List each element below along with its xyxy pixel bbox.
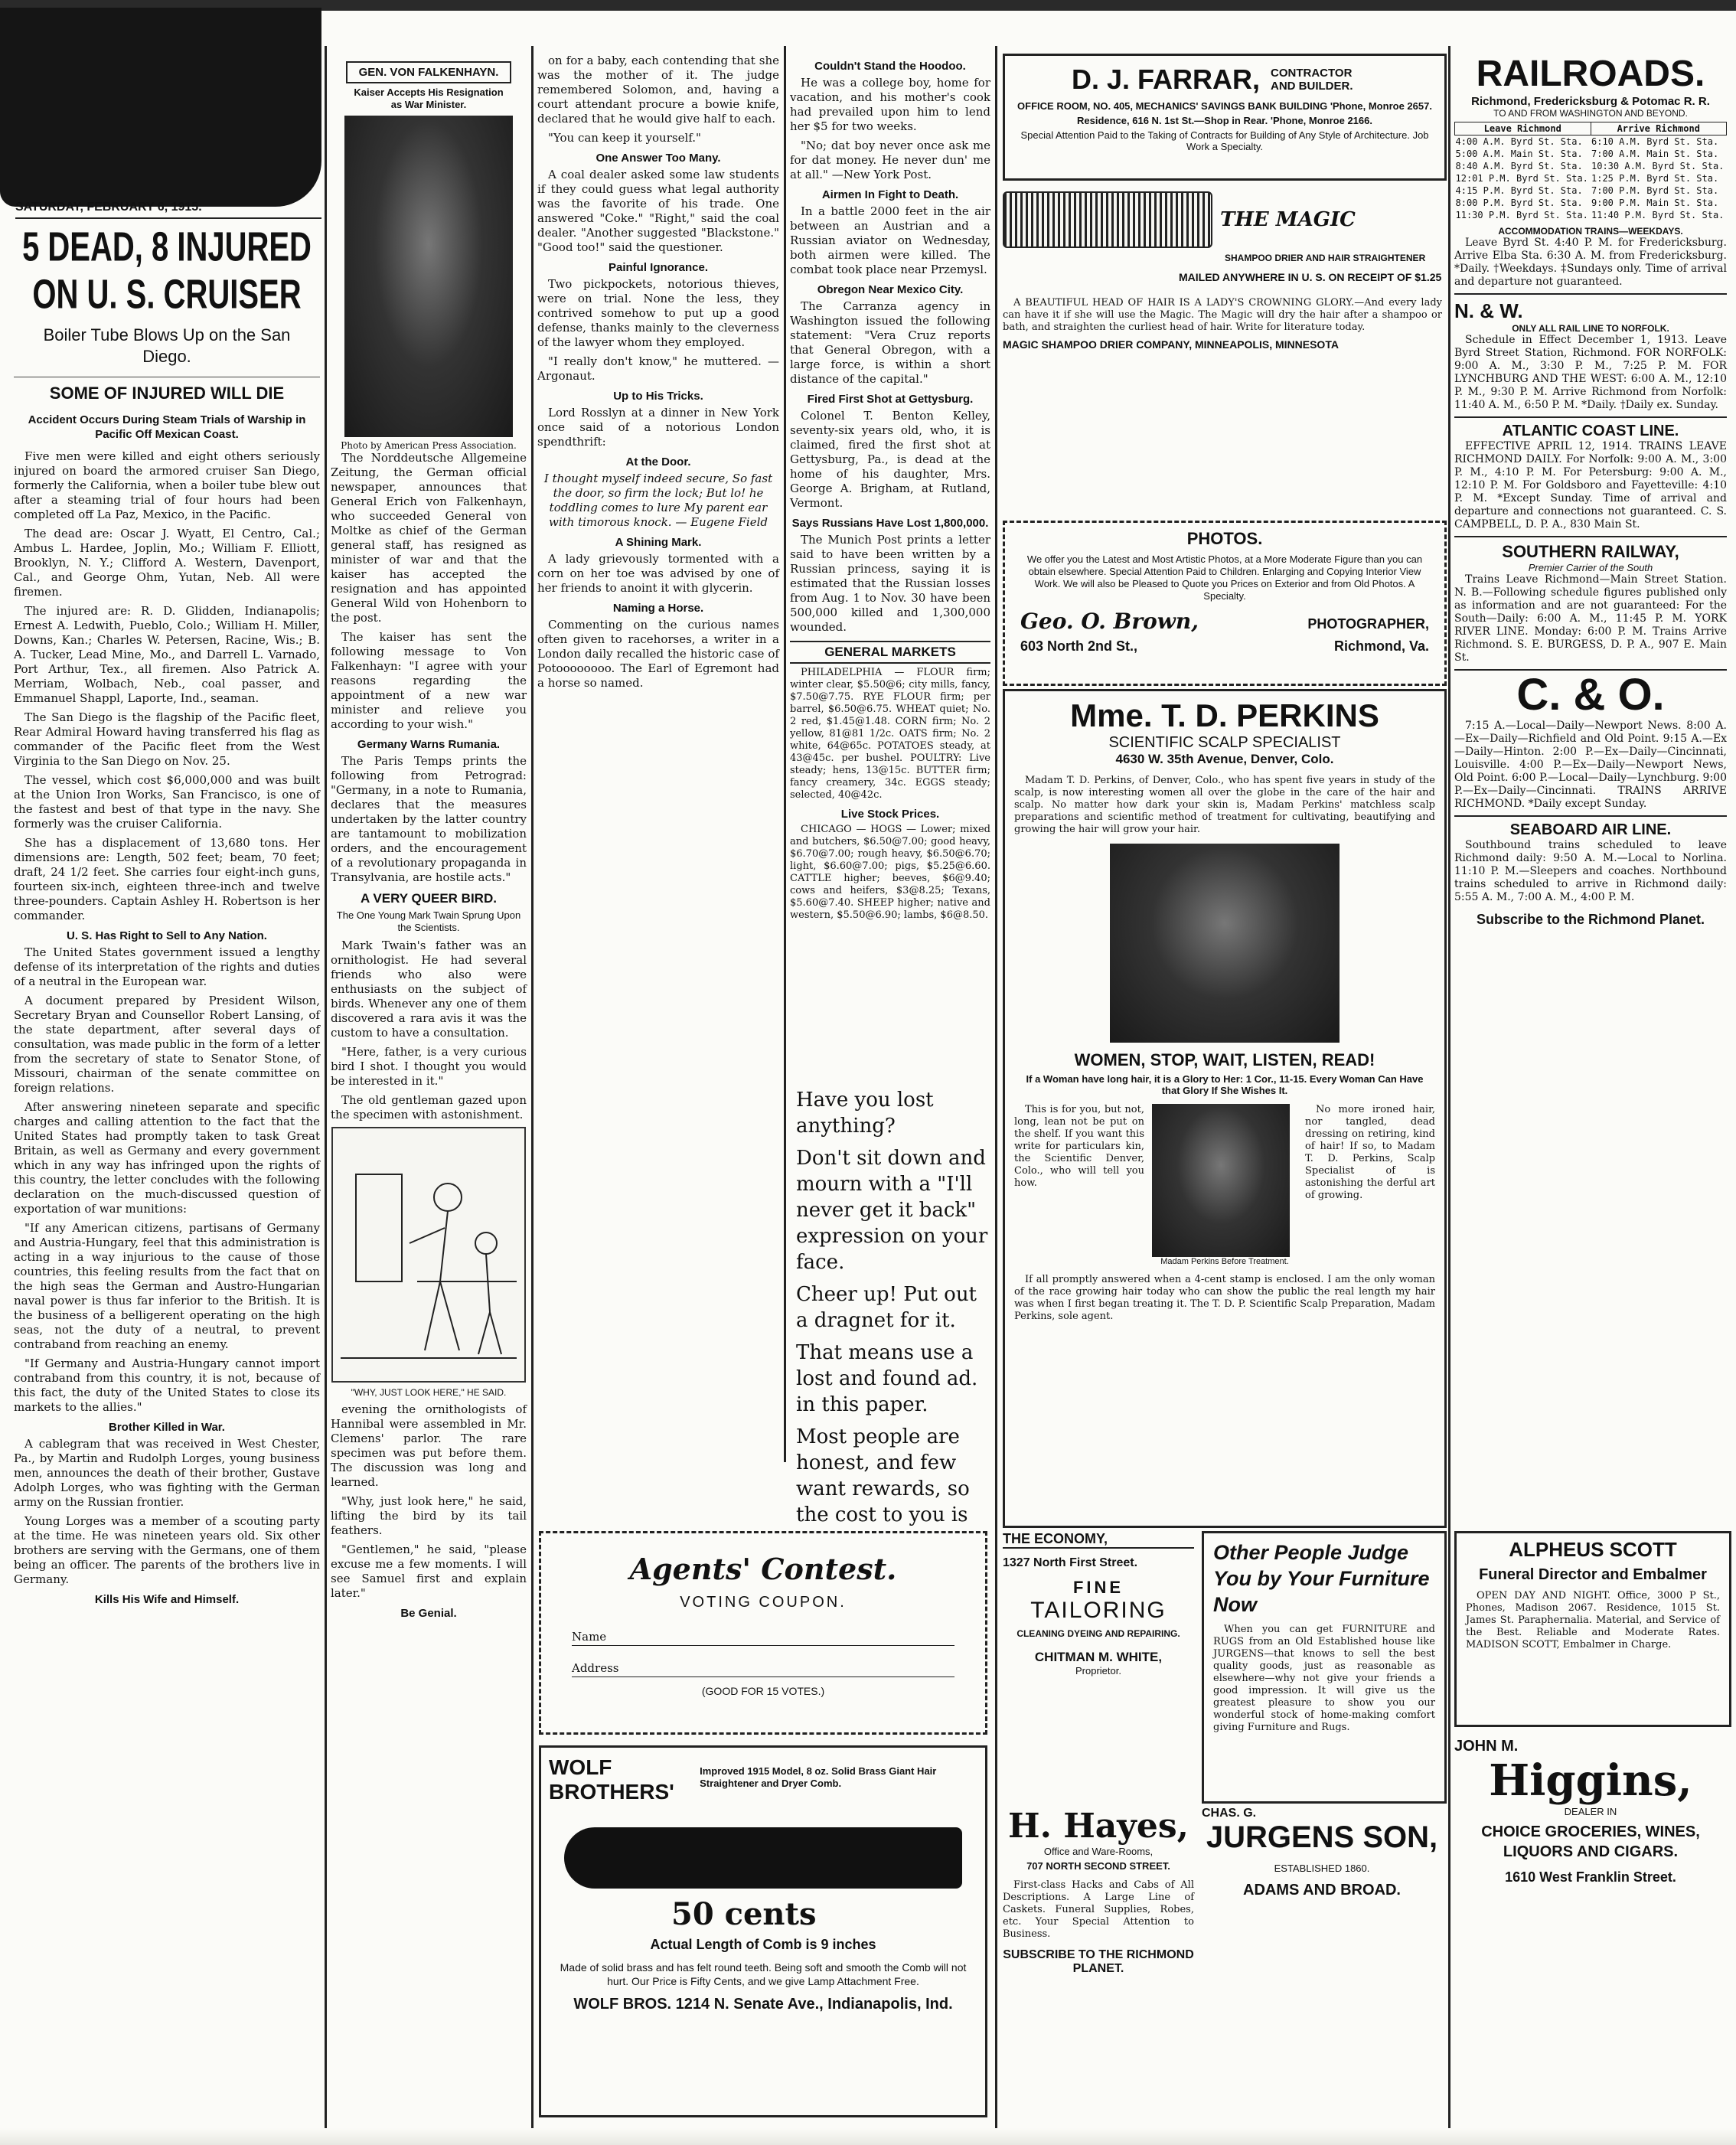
paragraph: The kaiser has sent the following message to Von Falkenhayn: "I agree with your reasons regarding the appointment of a new war minister and relieve you according to your wish." (331, 630, 527, 731)
column-1 (14, 224, 320, 2122)
subheading: Germany Warns Rumania. (357, 738, 501, 751)
paragraph: The dead are: Oscar J. Wyatt, El Centro, Cal.; Ambus L. Hardee, Joplin, Mo.; William F. Elliott, Brooklyn, N. Y.; Clifford A. Western, Davenport, Cal., and George Ohm, Yutan, Neb. All were firemen. (14, 527, 320, 599)
furniture-ad (1202, 1531, 1447, 1804)
table-row (1455, 184, 1727, 197)
scott-sub: Funeral Director and Embalmer (1479, 1566, 1707, 1583)
portrait-label: GEN. VON FALKENHAYN. (346, 61, 511, 83)
column-rule (1448, 46, 1450, 2143)
hayes-ad (1003, 1807, 1194, 2113)
subheading: A Shining Mark. (615, 536, 702, 549)
column-2 (331, 54, 527, 2121)
lead-deck-3: Accident Occurs During Steam Trials of Warship in Pacific Off Mexican Coast. (28, 413, 306, 441)
southern-sub: Premier Carrier of the South (1528, 562, 1653, 573)
magic-shampoo-ad (1003, 191, 1442, 513)
coupon-name-label: Name (572, 1630, 607, 1644)
subheading: Fired First Shot at Gettysburg. (807, 393, 974, 406)
southern-text: Trains Leave Richmond—Main Street Station. N. B.—Following schedule figures published only as information and are not guaranteed: For the South—Daily: 6:00 A. M., 11:45 P. M. YORK RIVER LINE. Monday: 6:00 P. M. Trains Arrive Richmond. S. E. BURGESS, D. P. A., 907 E. Main St. (1454, 573, 1727, 664)
table-cell: 7:00 P.M. Byrd St. Sta. (1591, 185, 1719, 196)
lost-ad-line: Most people are honest, and few want rewards, so the cost to you is (796, 1425, 970, 1526)
jurgens-pre: CHAS. G. (1202, 1807, 1257, 1820)
photos-text: We offer you the Latest and Most Artistic Photos, at a More Moderate Figure than you can obtain elsewhere. Special Attention Paid to Children. Enlarging and Copying Interior View Work. We will also be Pleased to Quote you Prices on Exterior and from Old Photos. A Specialty. (1026, 553, 1423, 602)
economy-owner: CHITMAN M. WHITE, (1034, 1650, 1163, 1664)
paragraph: In a battle 2000 feet in the air between an Austrian and a Russian aviator on Wednesday, both airmen were killed. The combat took place near Przemysl. (790, 204, 990, 276)
paragraph: "If Germany and Austria-Hungary cannot import contraband from this country, it is not, because of this fact, the duty of the United States to close its markets to the allies." (14, 1357, 320, 1414)
jurgens-name: JURGENS SON, (1206, 1820, 1438, 1854)
paragraph: After answering nineteen separate and specific charges and calling attention to the fact that the United States had promptly taken to task Great Britain, as well as Germany and every government which in any way has infringed upon the rights of this country, the letter concludes with the following declaration on the much-discussed question of exportation of war munitions: (14, 1100, 320, 1216)
paragraph: A document prepared by President Wilson, Secretary Bryan and Counsellor Robert Lansing, of the state department, after several days of consultation, was made public in the form of a letter from the secretary of state to Senator Stone, of Missouri, chairman of the senate committee on foreign relations. (14, 994, 320, 1095)
paragraph: A coal dealer asked some law students if they could guess what legal authority was the favorite of his trade. One answered "Coke." "Right," said the coal dealer. "Another suggested "Blackstone." "Good too!" said the questioner. (537, 168, 779, 254)
higgins-tag: DEALER IN (1564, 1806, 1617, 1817)
table-cell: 12:01 P.M. Byrd St. Sta. (1455, 173, 1588, 184)
railroads-title: RAILROADS. (1476, 54, 1705, 94)
jurgens-est: ESTABLISHED 1860. (1274, 1863, 1370, 1874)
paragraph: The San Diego is the flagship of the Pacific fleet, Rear Admiral Howard having transferred his flag as commander of the Pacific fleet from the West Virginia to the San Diego on Nov. 25. (14, 710, 320, 768)
column-rule (325, 46, 327, 2143)
subheading: Kills His Wife and Himself. (94, 1593, 240, 1606)
markets-text: PHILADELPHIA — FLOUR firm; winter clear, $5.50@6; city mills, fancy, $7.50@7.75. RYE FLOUR firm; per barrel, $6.50@6.75. WHEAT quiet; No. 2 red, $1.45@1.48. CORN firm; No. 2 yellow, 81@81 1/2c. OATS firm; No. 2 white, 64@65c. POTATOES steady, at 43@45c. per bushel. POULTRY: Live steady; hens, 13@15c. BUTTER firm; fancy creamery, 34c. EGGS steady; selected, 40@42c. (790, 667, 990, 801)
accom-title: ACCOMMODATION TRAINS—WEEKDAYS. (1498, 226, 1683, 237)
photographer-address: 603 North 2nd St., (1020, 638, 1138, 654)
paragraph: The United States government issued a lengthy defense of its interpretation of the rights and duties of a neutral in the European war. (14, 945, 320, 988)
masthead-date: SATURDAY, FEBRUARY 6, 1915. (15, 201, 321, 219)
scott-text: OPEN DAY AND NIGHT. Office, 3000 P St., Phones, Madison 2067. Residence, 1015 St. James St. Paraphernalia. Material, and Service of the Best. Reliable and Moderate Rates. MADISON SCOTT, Embalmer in Charge. (1466, 1590, 1720, 1650)
paragraph: "Why, just look here," he said, lifting the bird by its tail feathers. (331, 1494, 527, 1537)
photographer-city: Richmond, Va. (1333, 638, 1429, 654)
farrar-name: D. J. FARRAR, (1071, 64, 1261, 95)
coupon-name-field[interactable] (572, 1630, 954, 1646)
perkins-address: 4630 W. 35th Avenue, Denver, Colo. (1115, 752, 1334, 766)
farrar-ad (1003, 54, 1447, 181)
paragraph: "Here, father, is a very curious bird I shot. I thought you would be interested in it." (331, 1045, 527, 1088)
photo-caption: Madam Perkins Before Treatment. (1160, 1257, 1289, 1266)
table-row (1455, 172, 1727, 184)
nw-title: N. & W. (1454, 293, 1727, 323)
scott-name: ALPHEUS SCOTT (1509, 1538, 1677, 1561)
coupon-note: (GOOD FOR 15 VOTES.) (701, 1685, 825, 1697)
economy-address: 1327 North First Street. (1003, 1556, 1138, 1569)
rfp-sub: TO AND FROM WASHINGTON AND BEYOND. (1493, 108, 1688, 119)
perkins-bottom-text: If all promptly answered when a 4-cent stamp is enclosed. I am the only woman of the race growing hair today who can show the public the real length my hair was when I first began treating it. The T. D. P. Scientific Scalp Preparation, Madam Perkins, sole agent. (1014, 1274, 1435, 1322)
magic-mailed: MAILED ANYWHERE IN U. S. ON RECEIPT OF $1.25 (1179, 271, 1442, 283)
southern-title: SOUTHERN RAILWAY, (1454, 536, 1727, 562)
co-text: 7:15 A.—Local—Daily—Newport News. 8:00 A.—Ex—Daily—Richfield and Old Point. 9:15 A.—Ex—Daily—Hinton. 2:00 P.—Ex—Daily—Cincinnati, Louisville. 4:00 P.—Ex—Daily—Newport News, Old Point. 6:00 P.—Local—Daily—Lynchburg. 9:00 P.—Ex—Daily—Cincinnati. TRAINS ARRIVE RICHMOND. *Daily except Sunday. (1454, 720, 1727, 810)
comb-image (564, 1827, 962, 1889)
subheading: One Answer Too Many. (596, 152, 721, 165)
lost-ad-line: Don't sit down and mourn with a "I'll never get it back" expression on your face. (796, 1147, 988, 1274)
hayes-sub: Office and Ware-Rooms, (1043, 1846, 1154, 1857)
subheading: Up to His Tricks. (613, 390, 703, 403)
paragraph: "Gentlemen," he said, "please excuse me a few moments. I will see Samuel first and explain later." (331, 1543, 527, 1600)
economy-ad (1003, 1531, 1194, 1784)
stock-text: CHICAGO — HOGS — Lower; mixed and butchers, $6.50@7.00; good heavy, $6.70@7.00; rough heavy, $6.50@6.70; light, $6.60@7.00; pigs, $5.25@6.60. CATTLE higher; beeves, $6@9.40; cows and heifers, $3@8.25; Texans, $5.60@7.40. SHEEP higher; native and western, $5.50@6.90; lambs, $6@8.50. (790, 824, 990, 921)
subheading: Painful Ignorance. (608, 261, 709, 274)
table-cell: 1:25 P.M. Byrd St. Sta. (1591, 173, 1719, 184)
paragraph: The Carranza agency in Washington issued the following statement: "Vera Cruz reports that General Obregon, with a large force, is within a short distance of the capital." (790, 299, 990, 386)
acl-text: EFFECTIVE APRIL 12, 1914. TRAINS LEAVE RICHMOND DAILY. For Norfolk: 9:00 A. M., 3:00 P. M., 4:10 P. M. For Petersburg: 9:00 A. M., 12:10 P. M. For Goldsboro and Fayetteville: 4:10 P. M. *Except Sunday. Time of arrival and departure and connections not guaranteed. C. S. CAMPBELL, D. P. A., 830 Main St. (1454, 440, 1727, 531)
magic-text: A BEAUTIFUL HEAD OF HAIR IS A LADY'S CROWNING GLORY.—And every lady can have it if she will use the Magic. The Magic will dry the hair after a shampoo or bath, and straighten the curliest head of hair. Write for literature today. (1003, 297, 1442, 333)
coupon-address-field[interactable] (572, 1661, 954, 1677)
co-title: C. & O. (1454, 669, 1727, 720)
perkins-left-text: This is for you, but not, long, lean not be put on the shelf. If you want this write for particulars kin, the Scientific Denver, Colo., who will tell you how. (1014, 1104, 1144, 1189)
economy-tailoring: TAILORING (1030, 1598, 1167, 1623)
higgins-text: CHOICE GROCERIES, WINES, LIQUORS AND CIGARS. (1481, 1823, 1700, 1860)
paragraph: Colonel T. Benton Kelley, seventy-six years old, who, it is claimed, fired the first shot at Gettysburg, Pa., is dead at the home of his daughter, Mrs. George A. Brigham, at Rutland, Vermont. (790, 409, 990, 510)
subheading: Brother Killed in War. (109, 1421, 225, 1434)
paragraph: evening the ornithologists of Hannibal were assembled in Mr. Clemens' parlor. The rare specimen was put before them. The discussion was long and learned. (331, 1402, 527, 1489)
column-rule (995, 46, 997, 2143)
subheading: Naming a Horse. (612, 602, 704, 615)
paragraph: A cablegram that was received in West Chester, Pa., by Martin and Rudolph Lorges, young business men, announces the death of their brother, Gustave Adolph Lorges, who was fighting with the German army on the Russian frontier. (14, 1437, 320, 1509)
economy-title: THE ECONOMY, (1003, 1531, 1194, 1549)
higgins-name: Higgins, (1489, 1755, 1692, 1806)
perkins-intro: Madam T. D. Perkins, of Denver, Colo., who has spent five years in study of the scalp, is now interesting women all over the globe in the care of the hair and scalp. No matter how dark your skin is, Madam Perkins' matchless scalp preparations and scientific method of treatment for cultivating, beautifying and growing the hair will grow your hair. (1014, 775, 1435, 835)
railroads-column (1454, 54, 1727, 1523)
paragraph: The vessel, which cost $6,000,000 and was built at the Union Iron Works, San Francisco, is one of the fastest and best of that type in the navy. She formerly was the cruiser California. (14, 773, 320, 831)
furniture-text: When you can get FURNITURE and RUGS from an Old Established house like JURGENS—that knows to sell the best quality goods, just as reasonable as elsewhere—why not give your friends a good impression. It will give us the greatest pleasure to show you our wonderful stock of home-making comfort giving Furniture and Rugs. (1213, 1624, 1435, 1733)
subscribe-planet: Subscribe to the Richmond Planet. (1476, 912, 1705, 927)
coupon-sub: VOTING COUPON. (680, 1594, 847, 1611)
table-cell: 4:15 P.M. Byrd St. Sta. (1455, 185, 1583, 196)
hayes-subscribe: SUBSCRIBE TO THE RICHMOND PLANET. (1003, 1948, 1194, 1975)
farrar-residence: Residence, 616 N. 1st St.—Shop in Rear. 'Phone, Monroe 2166. (1077, 115, 1372, 126)
lost-ad-line: Have you lost anything? (796, 1089, 934, 1138)
photographer-name: Geo. O. Brown, (1020, 609, 1199, 634)
table-row (1455, 148, 1727, 160)
jurgens-address: ADAMS AND BROAD. (1243, 1882, 1401, 1899)
magic-company: MAGIC SHAMPOO DRIER COMPANY, MINNEAPOLIS, MINNESOTA (1003, 338, 1339, 351)
perkins-ad (1003, 689, 1447, 1528)
wolf-length: Actual Length of Comb is 9 inches (650, 1937, 876, 1952)
before-treatment-photo (1152, 1104, 1290, 1257)
brown-photos-ad (1003, 521, 1447, 686)
subheading: At the Door. (625, 455, 691, 469)
economy-services: CLEANING DYEING AND REPAIRING. (1016, 1628, 1180, 1639)
jurgens-ad (1202, 1807, 1442, 2036)
hayes-address: 707 NORTH SECOND STREET. (1026, 1860, 1170, 1872)
magic-tagline: SHAMPOO DRIER AND HAIR STRAIGHTENER (1225, 253, 1426, 263)
farrar-office: OFFICE ROOM, NO. 405, MECHANICS' SAVINGS BANK BUILDING 'Phone, Monroe 2657. (1017, 100, 1432, 112)
agents-contest-coupon (539, 1531, 987, 1735)
coupon-address-label: Address (572, 1661, 619, 1675)
higgins-pre: JOHN M. (1454, 1738, 1519, 1755)
paragraph: The Norddeutsche Allgemeine Zeitung, the German official newspaper, announces that General Erich von Falkenhayn, who succeeded General von Moltke as chief of the German general staff, has resigned as minister of war and that the kaiser has accepted the resignation and has appointed General Wild von Hohenborn to the post. (331, 451, 527, 625)
paragraph: Commenting on the curious names often given to racehorses, a writer in a London daily recalled the historic case of Potoooooooo. The Earl of Egremont had a horse so named. (537, 618, 779, 690)
magic-brand: THE MAGIC (1220, 208, 1356, 231)
acl-title: ATLANTIC COAST LINE. (1454, 416, 1727, 440)
scott-ad (1454, 1531, 1731, 1727)
paragraph: Mark Twain's father was an ornithologist. He had several friends who also were enthusiasts on the subject of birds. Whenever any one of them discovered a rara avis it was the custom to have a consultation. (331, 939, 527, 1040)
lead-deck-1: Boiler Tube Blows Up on the San Diego. (43, 325, 291, 366)
hayes-name: H. Hayes, (1008, 1807, 1189, 1846)
column-3 (537, 54, 779, 1477)
table-row (1455, 209, 1727, 221)
farrar-note: Special Attention Paid to the Taking of Contracts for Building of Any Style of Architecture. Job Work a Specialty. (1020, 129, 1429, 152)
column-rule (531, 46, 534, 2143)
paragraph: "I really don't know," he muttered. —Argonaut. (537, 354, 779, 383)
column-4 (790, 54, 990, 921)
paragraph: Five men were killed and eight others seriously injured on board the armored cruiser San Diego, formerly the California, when a boiler tube blew out after a steaming trial of four hours had been completed off La Paz, Mexico, in the Pacific. (14, 449, 320, 521)
wolf-text: Made of solid brass and has felt round teeth. Being soft and smooth the Comb will not hurt. Our Price is Fifty Cents, and we give Lamp Attachment Free. (560, 1961, 967, 1987)
subheading: A VERY QUEER BIRD. (361, 891, 497, 906)
table-cell: 8:00 P.M. Byrd St. Sta. (1455, 198, 1583, 208)
lead-headline: 5 DEAD, 8 INJURED ON U. S. CRUISER (22, 224, 312, 318)
falkenhayn-portrait (344, 116, 513, 437)
subheading: Live Stock Prices. (840, 808, 940, 821)
table-cell: 10:30 A.M. Byrd St. Sta. (1591, 161, 1725, 171)
timetable-header (1455, 122, 1727, 135)
paragraph: The injured are: R. D. Glidden, Indianapolis; Ernest A. Ledwith, Pueblo, Colo.; William H. Miller, Downs, Kan.; Charles W. Petersen, Racine, Wis.; B. A. Tucker, Lead Mine, Mo., and Darrell L. Varnado, Port Arthur, Tex., all firemen. Also Patrick A. Merriam, Wolbach, Neb., coal passer, and Emmanuel Shappl, Laporte, Ind., seaman. (14, 604, 320, 705)
subheading: Obregon Near Mexico City. (817, 283, 964, 296)
poem: I thought myself indeed secure, So fast the door, so firm the lock; But lo! he toddling comes to lure My parent ear with timorous knock. — Eugene Field (543, 472, 773, 529)
subheading: Airmen In Fight to Death. (821, 188, 959, 201)
table-row (1455, 160, 1727, 172)
wolf-footer: WOLF BROS. 1214 N. Senate Ave., Indianapolis, Ind. (573, 1996, 953, 2013)
torn-corner (0, 8, 321, 207)
wolf-brothers-ad (539, 1745, 987, 2117)
comb-illustration (1003, 191, 1212, 248)
photographer-trade: PHOTOGRAPHER, (1307, 616, 1429, 632)
subheading: U. S. Has Right to Sell to Any Nation. (67, 929, 267, 942)
subdeck: The One Young Mark Twain Sprung Upon the Scientists. (336, 909, 521, 933)
timetable-header-cell: Arrive Richmond (1591, 122, 1727, 135)
table-cell: 4:00 A.M. Byrd St. Sta. (1455, 136, 1583, 147)
timetable-header-cell: Leave Richmond (1455, 122, 1591, 135)
farrar-trade: CONTRACTOR AND BUILDER. (1271, 67, 1353, 93)
lost-ad-line: Cheer up! Put out a dragnet for it. (796, 1283, 977, 1332)
economy-fine: FINE (1072, 1578, 1124, 1597)
higgins-address: 1610 West Franklin Street. (1505, 1869, 1676, 1885)
perkins-headline: WOMEN, STOP, WAIT, LISTEN, READ! (1074, 1050, 1375, 1069)
table-cell: 11:30 P.M. Byrd St. Sta. (1455, 210, 1588, 220)
perkins-name: Mme. T. D. PERKINS (1070, 697, 1379, 733)
sal-text: Southbound trains scheduled to leave Richmond daily: 9:50 A. M.—Local to Norlina. 11:10 P. M.—Sleepers and coaches. Northbound trains scheduled to arrive in Richmond daily: 5:55 A. M., 7:00 A. M., 4:00 P. M. (1454, 839, 1727, 903)
nw-sub: ONLY ALL RAIL LINE TO NORFOLK. (1512, 323, 1669, 334)
table-cell: 9:00 P.M. Main St. Sta. (1591, 198, 1719, 208)
nw-text: Schedule in Effect December 1, 1913. Leave Byrd Street Station, Richmond. FOR NORFOLK: 9:00 A. M., 3:30 P. M., 7:25 P. M. FOR LYNCHBURG AND THE WEST: 6:00 A. M., 12:10 P. M., 9:30 P. M. Arrive Richmond from Norfolk: 11:40 A. M., 6:50 P. M. *Daily. †Daily ex. Sunday. (1454, 334, 1727, 411)
table-row (1455, 135, 1727, 149)
wolf-product: Improved 1915 Model, 8 oz. Solid Brass Giant Hair Straightener and Dryer Comb. (700, 1765, 937, 1789)
coupon-title: Agents' Contest. (629, 1552, 897, 1586)
paragraph: "If any American citizens, partisans of Germany and Austria-Hungary, feel that this administration is acting in a way injurious to the cause of those countries, this feeling results from the fact that on the high seas the German and Austro-Hungarian naval power is thus far inferior to the British. It is the business of a belligerent operating on the high seas, not the duty of a neutral, to prevent contraband from reaching an enemy. (14, 1221, 320, 1351)
paragraph: A lady grievously tormented with a corn on her toe was advised by one of her friends to anoint it with glycerin. (537, 552, 779, 595)
paragraph: "You can keep it yourself." (548, 131, 701, 145)
paragraph: Lord Rosslyn at a dinner in New York once said of a notorious London spendthrift: (537, 406, 779, 449)
paragraph: The Paris Temps prints the following from Petrograd: "Germany, in a note to Rumania, declares that the measures undertaken by the latter country are tantamount to mobilization orders, and the encouragement of a revolutionary propaganda in Transylvania, are hostile acts." (331, 754, 527, 884)
economy-role: Proprietor. (1075, 1665, 1121, 1676)
accom-text: Leave Byrd St. 4:40 P. M. for Fredericksburg. Arrive Elba Sta. 6:30 A. M. from Fredericksburg. *Daily. †Weekdays. ‡Sundays only. Time of arrival and departure not guaranteed. (1454, 237, 1727, 288)
photos-title: PHOTOS. (1186, 529, 1263, 548)
rfp-timetable (1454, 122, 1727, 221)
subheading: Couldn't Stand the Hoodoo. (814, 60, 966, 73)
subheading: Be Genial. (400, 1607, 457, 1620)
paragraph: The old gentleman gazed upon the specimen with astonishment. (331, 1093, 527, 1121)
table-cell: 5:00 A.M. Main St. Sta. (1455, 149, 1583, 159)
bottom-border (0, 2128, 1736, 2145)
paragraph: He was a college boy, home for vacation, and his mother's cook had prevailed upon him to lend her $5 for two weeks. (790, 76, 990, 133)
paragraph: The Munich Post prints a letter said to have been written by a Russian princess, saying it is estimated that the Russian losses from Aug. 1 to Nov. 30 have been 500,000 killed and 1,300,000 wounded. (790, 533, 990, 634)
table-cell: 8:40 A.M. Byrd St. Sta. (1455, 161, 1583, 171)
hayes-text: First-class Hacks and Cabs of All Descriptions. A Large Line of Caskets. Funeral Supplies, Robes, etc. Your Special Attention to Business. (1003, 1879, 1194, 1940)
wolf-name: WOLF BROTHERS' (549, 1755, 674, 1804)
rfp-title: Richmond, Fredericksburg & Potomac R. R. (1471, 95, 1710, 108)
lost-ad-line: That means use a lost and found ad. in this paper. (796, 1341, 978, 1416)
perkins-right-text: No more ironed hair, nor tangled, dead dressing on retiring, kind of hair! If so, to Madam T. D. Perkins, Scalp Specialist of is astonishing the derful art of growing. (1305, 1104, 1435, 1201)
wolf-price: 50 cents (671, 1896, 817, 1932)
perkins-portrait (1110, 844, 1340, 1043)
portrait-deck: Kaiser Accepts His Resignation as War Minister. (354, 87, 504, 110)
perkins-verse: If a Woman have long hair, it is a Glory to Her: 1 Cor., 11-15. Every Woman Can Have that Glory If She Wishes It. (1026, 1073, 1424, 1096)
cartoon-caption: "WHY, JUST LOOK HERE," HE SAID. (351, 1387, 507, 1398)
table-row (1455, 197, 1727, 209)
table-cell: 7:00 A.M. Main St. Sta. (1591, 149, 1719, 159)
subheading: Says Russians Have Lost 1,800,000. (791, 517, 989, 530)
paragraph: She has a displacement of 13,680 tons. Her dimensions are: Length, 502 feet; beam, 70 feet; draft, 24 1/2 feet. She carries four eight-inch guns, fourteen six-inch, eighteen three-inch and twelve three-pounders. Captain Ashley H. Robertson is her commander. (14, 836, 320, 922)
photo-credit: Photo by American Press Association. (341, 440, 517, 451)
paragraph: Young Lorges was a member of a scouting party at the time. He was nineteen years old. Six other brothers are serving with the Germans, one of them being an officer. The parents of the brothers live in Germany. (14, 1514, 320, 1586)
cartoon-illustration (331, 1127, 526, 1383)
table-cell: 6:10 A.M. Byrd St. Sta. (1591, 136, 1719, 147)
table-cell: 11:40 P.M. Byrd St. Sta. (1591, 210, 1725, 220)
furniture-headline: Other People Judge You by Your Furniture Now (1213, 1541, 1430, 1616)
paragraph: "No; dat boy never once ask me for dat money. He never dun' me at all." —New York Post. (790, 139, 990, 181)
markets-title: GENERAL MARKETS (790, 641, 990, 664)
paragraph: Two pickpockets, notorious thieves, were on trial. None the less, they contrived somehow to put up a good defense, thanks mainly to the cleverness of the lawyer whom they employed. (537, 277, 779, 349)
lead-deck-2: SOME OF INJURED WILL DIE (14, 377, 320, 403)
lost-and-found-ad (796, 1087, 989, 1526)
paragraph: on for a baby, each contending that she was the mother of it. The judge remembered Solomon, and, having a court attendant procure a bowie knife, declared that he would give half to each. (537, 54, 779, 126)
higgins-ad (1454, 1738, 1727, 2075)
sal-title: SEABOARD AIR LINE. (1454, 815, 1727, 839)
lead-body (14, 449, 320, 923)
column-rule (784, 46, 786, 1462)
perkins-title: SCIENTIFIC SCALP SPECIALIST (1108, 734, 1341, 751)
